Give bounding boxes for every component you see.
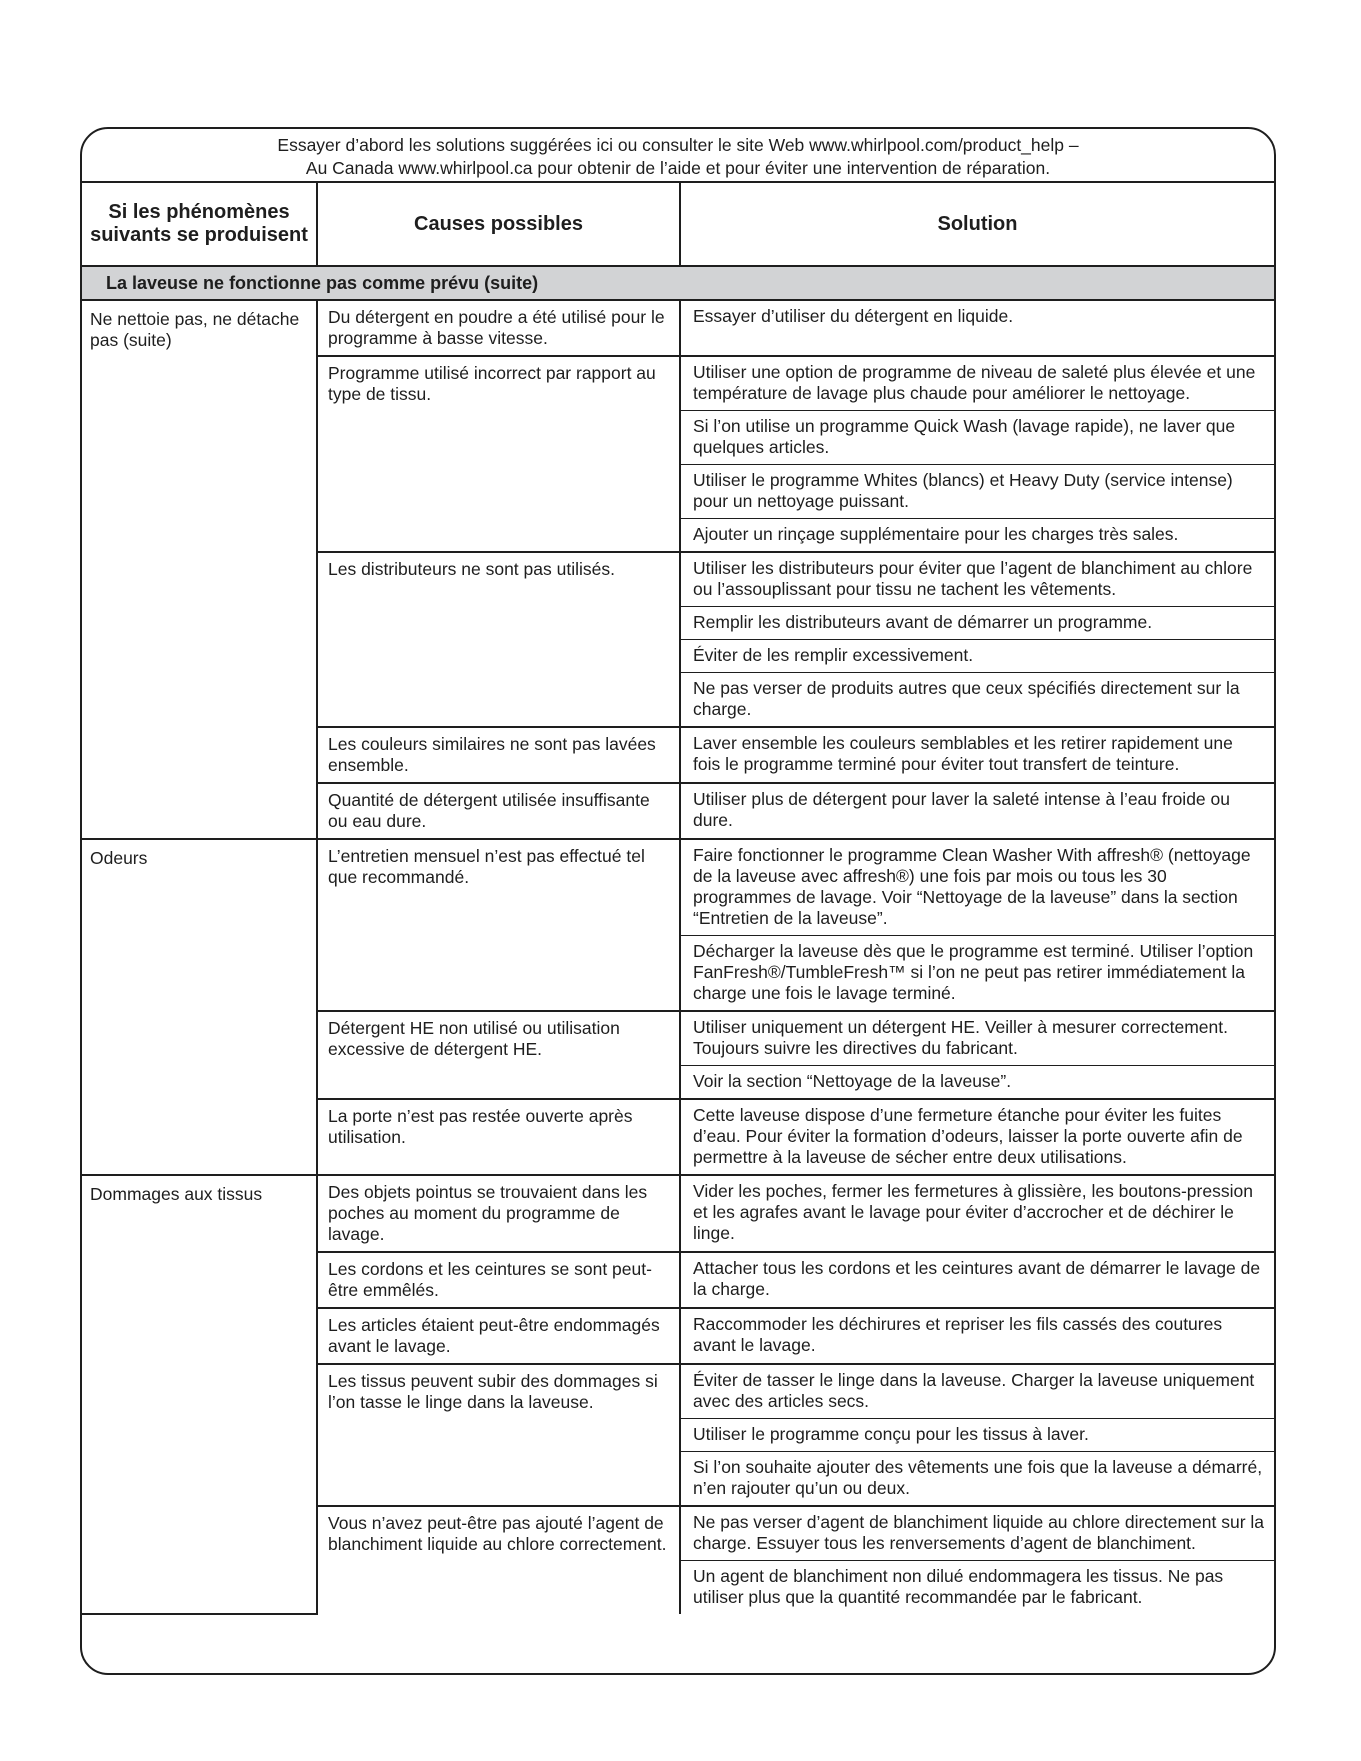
solution-item: Ne pas verser d’agent de blanchiment liquide au chlore directement sur la charge. Essuyer tous les renversements d’agent de blanchiment.: [681, 1507, 1274, 1561]
section-row: [82, 266, 1274, 300]
cause-cell: Des objets pointus se trouvaient dans les poches au moment du programme de lavage.: [317, 1175, 680, 1252]
intro-note: [82, 129, 1274, 183]
solution-cell: [680, 1506, 1274, 1614]
cause-cell: Quantité de détergent utilisée insuffisante ou eau dure.: [317, 783, 680, 839]
solution-item: Éviter de les remplir excessivement.: [681, 640, 1274, 673]
solution-cell: [680, 1252, 1274, 1308]
solution-item: Essayer d’utiliser du détergent en liquide.: [693, 306, 1014, 326]
solution-item: Laver ensemble les couleurs semblables et les retirer rapidement une fois le programme terminé pour éviter tout transfert de teinture.: [693, 733, 1233, 774]
solution-item: Si l’on utilise un programme Quick Wash (lavage rapide), ne laver que quelques articles.: [681, 411, 1274, 465]
solution-cell: [680, 356, 1274, 552]
troubleshooting-table: [82, 183, 1274, 1615]
solution-item: Si l’on souhaite ajouter des vêtements une fois que la laveuse a démarré, n’en rajouter qu’un ou deux.: [693, 1457, 1263, 1498]
cause-cell: L’entretien mensuel n’est pas effectué tel que recommandé.: [317, 839, 680, 1011]
solution-item: Décharger la laveuse dès que le programme est terminé. Utiliser l’option FanFresh®/TumbleFresh™ si l’on ne peut pas retirer immédiatement la charge une fois le lavage terminé.: [693, 941, 1254, 1003]
cause-cell: Les cordons et les ceintures se sont peut-être emmêlés.: [317, 1252, 680, 1308]
header-row: [82, 183, 1274, 266]
solution-cell: [680, 552, 1274, 727]
solution-item: Utiliser le programme Whites (blancs) et Heavy Duty (service intense) pour un nettoyage puissant.: [681, 465, 1274, 519]
symptom-cell: Ne nettoie pas, ne détache pas (suite): [82, 300, 317, 839]
solution-item: Utiliser une option de programme de niveau de saleté plus élevée et une température de lavage plus chaude pour améliorer le nettoyage.: [681, 357, 1274, 411]
solution-item: Éviter de tasser le linge dans la laveuse. Charger la laveuse uniquement avec des articles secs.: [681, 1365, 1274, 1419]
solution-item: Voir la section “Nettoyage de la laveuse”.: [693, 1071, 1012, 1091]
solution-item: Utiliser uniquement un détergent HE. Veiller à mesurer correctement. Toujours suivre les directives du fabricant.: [681, 1012, 1274, 1066]
solution-item: Vider les poches, fermer les fermetures à glissière, les boutons-pression et les agrafes avant le lavage pour éviter d’accrocher et de déchirer le linge.: [693, 1181, 1253, 1243]
solution-cell: [680, 839, 1274, 1011]
solution-cell: [680, 1099, 1274, 1175]
table-row: [82, 839, 1274, 1011]
solution-item: Ne pas verser de produits autres que ceux spécifiés directement sur la charge.: [693, 678, 1240, 719]
solution-cell: [680, 1308, 1274, 1364]
solution-item: Cette laveuse dispose d’une fermeture étanche pour éviter les fuites d’eau. Pour éviter la formation d’odeurs, laisser la porte ouverte afin de permettre à la laveuse de sécher entre deux utilisations.: [693, 1105, 1243, 1167]
solution-item: Faire fonctionner le programme Clean Washer With affresh® (nettoyage de la laveuse avec affresh®) une fois par mois ou tous les 30 programmes de lavage. Voir “Nettoyage de la laveuse” dans la section “Entretien de la laveuse”.: [681, 840, 1274, 936]
solution-cell: [680, 783, 1274, 839]
cause-cell: Programme utilisé incorrect par rapport au type de tissu.: [317, 356, 680, 552]
header-symptoms: Si les phénomènes suivants se produisent: [82, 183, 317, 266]
section-title: La laveuse ne fonctionne pas comme prévu (suite): [82, 266, 1274, 300]
cause-cell: Vous n’avez peut-être pas ajouté l’agent de blanchiment liquide au chlore correctement.: [317, 1506, 680, 1614]
symptom-cell: Dommages aux tissus: [82, 1175, 317, 1614]
cause-cell: Les articles étaient peut-être endommagés avant le lavage.: [317, 1308, 680, 1364]
header-causes: Causes possibles: [317, 183, 680, 266]
solution-cell: [680, 1364, 1274, 1506]
solution-item: Attacher tous les cordons et les ceintures avant de démarrer le lavage de la charge.: [693, 1258, 1261, 1299]
cause-cell: Les tissus peuvent subir des dommages si l’on tasse le linge dans la laveuse.: [317, 1364, 680, 1506]
cause-cell: Les distributeurs ne sont pas utilisés.: [317, 552, 680, 727]
solution-item: Remplir les distributeurs avant de démarrer un programme.: [681, 607, 1274, 640]
solution-cell: [680, 1011, 1274, 1099]
troubleshooting-table-frame: [80, 127, 1276, 1675]
cause-cell: La porte n’est pas restée ouverte après utilisation.: [317, 1099, 680, 1175]
solution-cell: [680, 300, 1274, 356]
solution-cell: [680, 727, 1274, 783]
intro-line-1: Essayer d’abord les solutions suggérées ici ou consulter le site Web www.whirlpool.com/product_help –: [277, 135, 1079, 155]
symptom-cell: Odeurs: [82, 839, 317, 1175]
cause-cell: Les couleurs similaires ne sont pas lavées ensemble.: [317, 727, 680, 783]
solution-item: Utiliser plus de détergent pour laver la saleté intense à l’eau froide ou dure.: [693, 789, 1230, 830]
solution-item: Un agent de blanchiment non dilué endommagera les tissus. Ne pas utiliser plus que la quantité recommandée par le fabricant.: [693, 1566, 1224, 1607]
header-solution: Solution: [680, 183, 1274, 266]
solution-item: Utiliser les distributeurs pour éviter que l’agent de blanchiment au chlore ou l’assouplissant pour tissu ne tachent les vêtements.: [681, 553, 1274, 607]
table-row: [82, 300, 1274, 356]
cause-cell: Du détergent en poudre a été utilisé pour le programme à basse vitesse.: [317, 300, 680, 356]
table-row: [82, 1175, 1274, 1252]
solution-cell: [680, 1175, 1274, 1252]
intro-line-2: Au Canada www.whirlpool.ca pour obtenir de l’aide et pour éviter une intervention de réparation.: [305, 158, 1051, 178]
cause-cell: Détergent HE non utilisé ou utilisation excessive de détergent HE.: [317, 1011, 680, 1099]
solution-item: Utiliser le programme conçu pour les tissus à laver.: [681, 1419, 1274, 1452]
solution-item: Ajouter un rinçage supplémentaire pour les charges très sales.: [693, 524, 1179, 544]
solution-item: Raccommoder les déchirures et repriser les fils cassés des coutures avant le lavage.: [693, 1314, 1223, 1355]
